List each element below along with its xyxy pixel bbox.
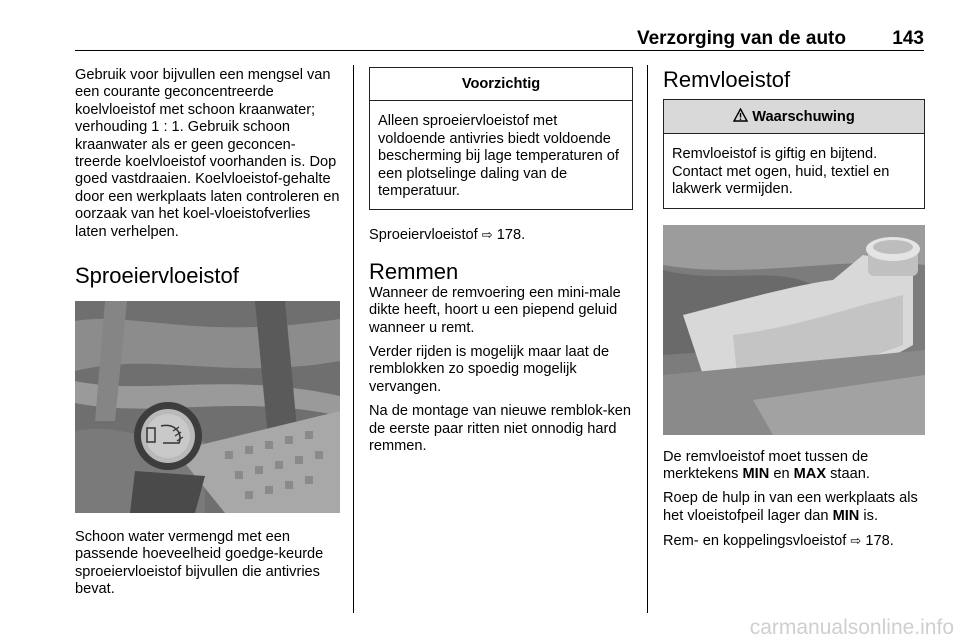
brakes-heading: Remmen — [369, 258, 459, 284]
min-mark-2: MIN — [832, 507, 860, 524]
column-divider-1 — [353, 65, 354, 613]
reference-text-2: Rem- en koppelingsvloeistof — [663, 533, 847, 550]
caution-text: Alleen sproeiervloeistof met voldoende antivries biedt voldoende bescherming bij lage temperaturen of een plotselinge daling van de temperatuur. — [378, 113, 619, 200]
warning-title: Waarschuwing — [752, 109, 855, 125]
reference-page-2: 178. — [865, 533, 894, 550]
column-1 — [75, 67, 340, 606]
page-header — [0, 22, 924, 52]
warning-text: Remvloeistof is giftig en bijtend. Contact met ogen, huid, textiel en lakwerk vermijden. — [672, 146, 890, 198]
page-number: 143 — [892, 28, 924, 49]
warning-title-bar — [664, 100, 924, 134]
washer-fluid-heading: Sproeiervloeistof — [75, 263, 239, 289]
brake-fluid-level-paragraph: De remvloeistof moet tussen de merktekens MIN en MAX staan. — [663, 448, 870, 483]
column-3 — [663, 67, 925, 558]
column-2 — [369, 67, 633, 463]
reference-arrow-icon-2: ⇨ — [850, 533, 862, 549]
brakes-paragraph-3: Na de montage van nieuwe remblok-ken de eerste paar ritten niet onnodig hard remmen. — [369, 403, 632, 455]
brakes-paragraph-1: Wanneer de remvoering een mini-male dikte heeft, hoort u een piepend geluid wanneer u remt. — [369, 284, 621, 336]
workshop-paragraph: Roep de hulp in van een werkplaats als het vloeistofpeil lager dan MIN is. — [663, 490, 918, 524]
warning-box — [663, 99, 925, 209]
brake-fluid-image — [663, 225, 925, 435]
warning-triangle-icon — [733, 109, 752, 125]
header-rule — [75, 50, 924, 51]
max-mark: MAX — [793, 466, 827, 483]
reference-text: Sproeiervloeistof — [369, 227, 478, 244]
washer-fluid-image — [75, 301, 340, 513]
washer-fluid-paragraph: Schoon water vermengd met een passende hoeveelheid goedge-keurde sproeiervloeistof bijvullen die antivries bevat. — [75, 529, 324, 598]
page-title: Verzorging van de auto — [636, 28, 846, 49]
watermark: carmanualsonline.info — [749, 616, 954, 639]
washer-fluid-reference[interactable] — [369, 226, 633, 244]
brake-fluid-heading: Remvloeistof — [663, 67, 791, 92]
brakes-paragraph-2: Verder rijden is mogelijk maar laat de remblokken zo spoedig mogelijk vervangen. — [369, 344, 610, 395]
coolant-fill-paragraph: Gebruik voor bijvullen een mengsel van een courante geconcentreerde koelvloeistof met schoon kraanwater; verhouding 1 : 1. Gebruik schoon kraanwater als er geen geconcen-treerde koelvloeistof voorhanden is. Dop goed vastdraaien. Koelvloeistof-gehalte door een werkplaats laten controleren en oorzaak van het koel-vloeistofverlies laten verhelpen. — [75, 67, 340, 240]
reference-page: 178. — [496, 227, 526, 244]
brake-fluid-reference[interactable] — [663, 532, 925, 550]
column-divider-2 — [647, 65, 648, 613]
caution-box — [369, 67, 633, 210]
reference-arrow-icon: ⇨ — [481, 227, 493, 243]
caution-title: Voorzichtig — [370, 68, 632, 101]
min-mark: MIN — [742, 466, 770, 483]
